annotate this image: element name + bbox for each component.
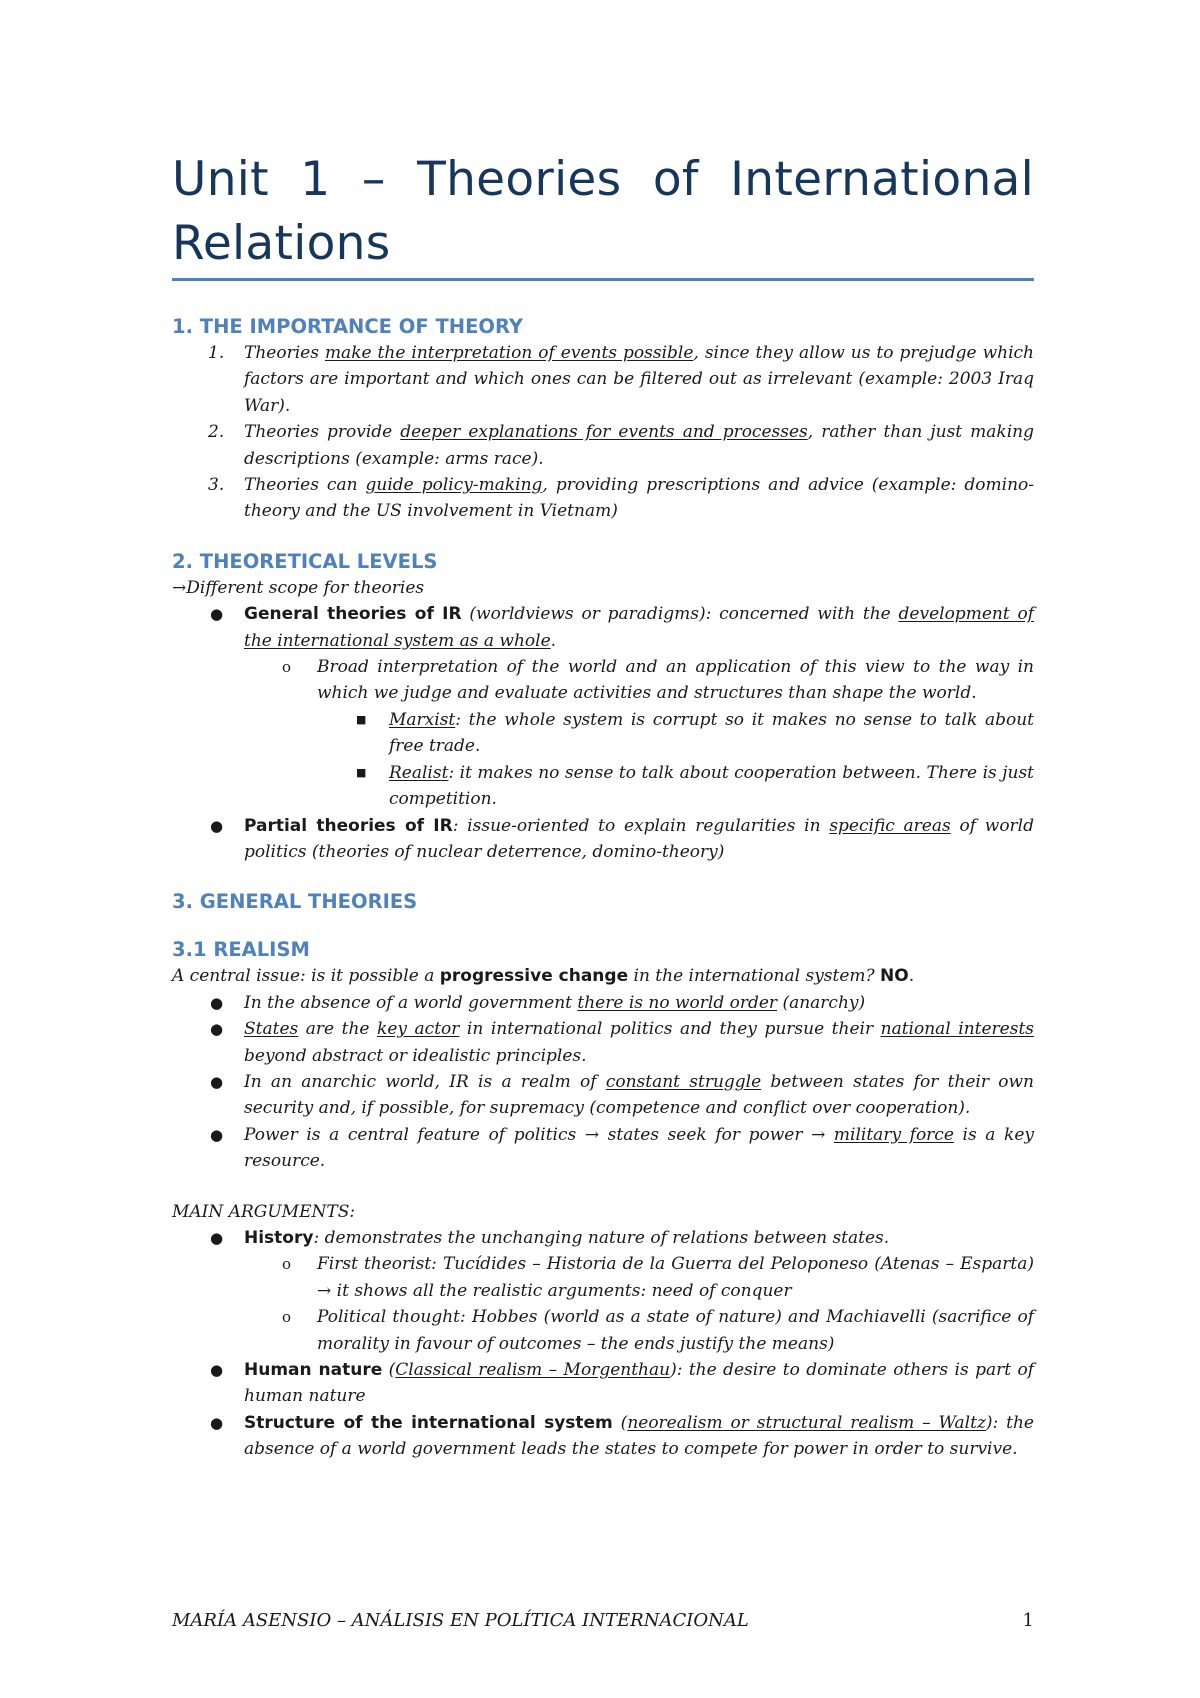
document-body xyxy=(172,314,1034,1463)
text: Different scope for theories xyxy=(186,577,425,598)
list-item xyxy=(172,760,1034,813)
text: states seek for power xyxy=(599,1124,812,1145)
circle-bullet-icon: o xyxy=(282,1308,292,1327)
section-heading-importance: 1. THE IMPORTANCE OF THEORY xyxy=(172,315,524,338)
bold-text: Partial theories of IR xyxy=(244,815,453,836)
list-item xyxy=(172,813,1034,866)
bold-text: Human nature xyxy=(244,1360,383,1380)
bullet-icon: ● xyxy=(210,816,224,835)
underlined-text: constant struggle xyxy=(605,1071,762,1092)
text: in international politics and they pursue their xyxy=(459,1019,881,1040)
text: is a key resource. xyxy=(244,1124,1034,1172)
list-item xyxy=(172,472,1034,525)
underlined-text: key actor xyxy=(377,1019,460,1040)
list-item xyxy=(172,419,1034,472)
text: ): the absence of a world government leads the states to compete for power in order to survive. xyxy=(244,1412,1034,1460)
bold-text: progressive change xyxy=(439,966,629,987)
list-item xyxy=(172,1122,1034,1175)
list-item xyxy=(172,1410,1034,1463)
bold-text: History xyxy=(244,1227,314,1248)
text: : it makes no sense to talk about cooperation between. There is just competition. xyxy=(389,762,1034,810)
text: (anarchy) xyxy=(777,992,866,1013)
bullet-icon: ● xyxy=(210,993,224,1012)
list-item xyxy=(172,1357,1034,1410)
list-item xyxy=(172,340,1034,419)
text: : issue-oriented to explain regularities in xyxy=(452,815,830,836)
page-title: Unit 1 – Theories of International Relations xyxy=(172,152,1034,271)
title-divider xyxy=(172,278,1034,281)
underlined-text: Realist xyxy=(389,762,449,783)
realism-list xyxy=(172,990,1034,1175)
list-item xyxy=(172,1251,1034,1304)
underlined-text: States xyxy=(244,1019,299,1040)
text: between states for their own security and, if possible, for supremacy (competence and conflict over cooperation). xyxy=(244,1071,1034,1119)
arrow-icon: → xyxy=(172,577,187,598)
bullet-icon: ● xyxy=(210,1020,224,1039)
underlined-text: national interests xyxy=(880,1019,1035,1040)
text: ( xyxy=(382,1360,396,1380)
underlined-text: Marxist xyxy=(389,709,456,730)
list-number: 2. xyxy=(208,422,225,443)
arrow-icon: → xyxy=(584,1124,600,1145)
bold-text: Structure of the international system xyxy=(244,1412,613,1433)
text: In the absence of a world government xyxy=(244,992,578,1013)
list-item xyxy=(172,601,1034,654)
subsection-heading-realism: 3.1 REALISM xyxy=(172,938,310,962)
bullet-icon: ● xyxy=(210,1072,224,1091)
text: , rather than just making descriptions (example: arms race). xyxy=(244,422,1034,469)
text: . xyxy=(908,966,915,987)
text: Political thought: Hobbes (world as a state of nature) and Machiavelli (sacrifice of morality in favour of outcomes – the ends justify the means) xyxy=(317,1307,1034,1354)
underlined-text: development of the international system as a whole xyxy=(244,604,1034,651)
square-bullet-icon: ■ xyxy=(356,712,367,726)
levels-intro xyxy=(172,575,1034,601)
importance-list xyxy=(172,340,1034,525)
text xyxy=(825,1125,834,1145)
page-number: 1 xyxy=(1022,1610,1034,1631)
document-page xyxy=(172,0,1034,1698)
text: : the whole system is corrupt so it makes no sense to talk about free trade. xyxy=(389,709,1034,757)
list-item xyxy=(172,707,1034,760)
central-issue xyxy=(172,963,1034,989)
underlined-text: guide policy-making xyxy=(365,475,543,496)
spacer xyxy=(172,1175,1034,1199)
underlined-text: military force xyxy=(833,1124,954,1145)
text: ): the desire to dominate others is part of human nature xyxy=(244,1360,1034,1407)
underlined-text: deeper explanations for events and processes xyxy=(400,422,808,443)
footer-text: MARÍA ASENSIO – ANÁLISIS EN POLÍTICA INTERNACIONAL xyxy=(172,1610,749,1631)
list-item xyxy=(172,1069,1034,1122)
text: Broad interpretation of the world and an application of this view to the way in which we judge and evaluate activities and structures than shape the world. xyxy=(317,657,1034,704)
list-item xyxy=(172,1016,1034,1069)
arrow-icon: → xyxy=(317,1280,332,1301)
section-heading-general-theories: 3. GENERAL THEORIES xyxy=(172,890,418,914)
text: Theories can xyxy=(244,475,366,496)
text: In an anarchic world, IR is a realm of xyxy=(244,1071,606,1092)
text: of world politics (theories of nuclear deterrence, domino-theory) xyxy=(244,815,1034,862)
text: : demonstrates the unchanging nature of relations between states. xyxy=(313,1227,890,1248)
text: , since they allow us to prejudge which factors are important and which ones can be filtered out as irrelevant (example: 2003 Iraq War). xyxy=(244,343,1034,416)
text: First theorist: Tucídides – Historia de la Guerra del Peloponeso (Atenas – Esparta) xyxy=(317,1254,1034,1275)
bold-text: NO xyxy=(880,966,909,987)
list-item xyxy=(172,1225,1034,1251)
underlined-text: neorealism or structural realism – Waltz xyxy=(627,1412,986,1433)
circle-bullet-icon: o xyxy=(282,1255,292,1274)
underlined-text: make the interpretation of events possible xyxy=(324,343,694,363)
underlined-text: specific areas xyxy=(829,815,951,836)
text: ( xyxy=(612,1412,628,1433)
text: . xyxy=(550,630,557,651)
section-heading-levels: 2. THEORETICAL LEVELS xyxy=(172,549,438,573)
list-item xyxy=(172,1304,1034,1357)
text: it shows all the realistic arguments: need of conquer xyxy=(331,1280,792,1301)
bold-text: General theories of IR xyxy=(244,604,462,625)
arguments-list xyxy=(172,1225,1034,1463)
text: beyond abstract or idealistic principles. xyxy=(244,1045,587,1066)
bullet-icon: ● xyxy=(210,1125,224,1144)
text: Theories provide xyxy=(244,422,401,443)
page-footer xyxy=(172,1610,1034,1631)
list-number: 3. xyxy=(208,475,225,496)
underlined-text: there is no world order xyxy=(577,992,778,1013)
text: Power is a central feature of politics xyxy=(244,1124,585,1145)
square-bullet-icon: ■ xyxy=(356,765,367,779)
arrow-icon: → xyxy=(811,1124,826,1145)
levels-list xyxy=(172,601,1034,865)
text: Theories xyxy=(244,343,325,363)
bullet-icon: ● xyxy=(210,605,224,624)
text: in the international system? xyxy=(628,966,881,987)
bullet-icon: ● xyxy=(210,1361,224,1379)
list-item xyxy=(172,654,1034,707)
circle-bullet-icon: o xyxy=(282,658,292,677)
list-item xyxy=(172,990,1034,1016)
text: (worldviews or paradigms): concerned with the xyxy=(461,604,899,625)
list-number: 1. xyxy=(208,343,225,363)
bullet-icon: ● xyxy=(210,1228,224,1247)
text: are the xyxy=(298,1019,378,1040)
bullet-icon: ● xyxy=(210,1413,224,1432)
text: A central issue: is it possible a xyxy=(172,966,440,987)
underlined-text: Classical realism – Morgenthau xyxy=(395,1360,671,1380)
text: , providing prescriptions and advice (example: domino-theory and the US involvement in Vietnam) xyxy=(244,475,1034,522)
main-arguments-label: MAIN ARGUMENTS: xyxy=(172,1201,356,1222)
